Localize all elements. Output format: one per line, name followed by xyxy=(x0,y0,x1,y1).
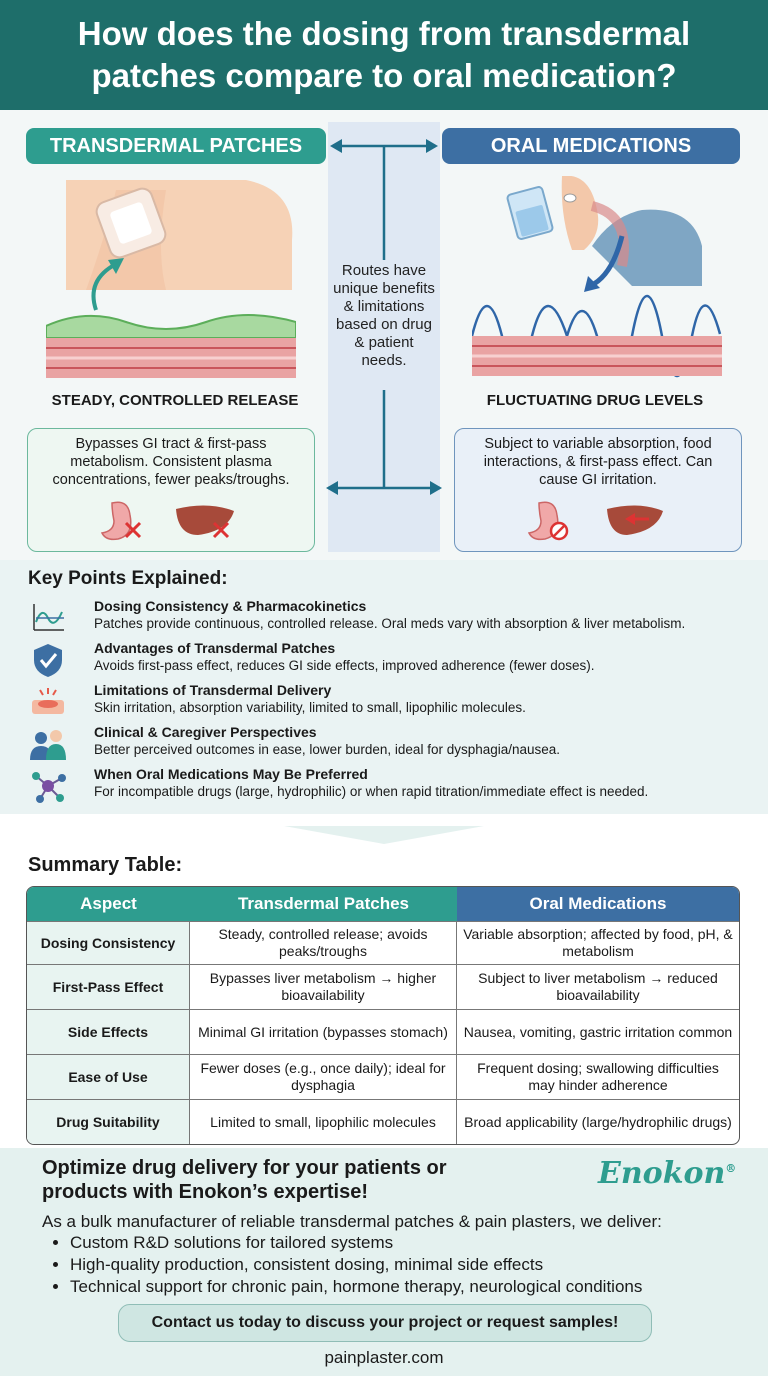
key-point-desc: Patches provide continuous, controlled release. Oral meds vary with absorption & liver metabolism. xyxy=(94,616,686,631)
table-cell-aspect: Drug Suitability xyxy=(27,1099,190,1144)
key-point-title: Advantages of Transdermal Patches xyxy=(94,640,336,656)
oral-drawbacks-text: Subject to variable absorption, food interactions, & first-pass effect. Can cause GI irritation. xyxy=(483,436,713,488)
clinician-icon xyxy=(28,726,68,762)
key-point-oral-preferred xyxy=(0,766,768,806)
table-header: Aspect xyxy=(27,887,190,921)
table-cell-oral: Subject to liver metabolism → reduced bioavailability xyxy=(457,964,739,1009)
table-cell-oral: Variable absorption; affected by food, pH, & metabolism xyxy=(457,921,739,964)
key-point-desc: Avoids first-pass effect, reduces GI side effects, improved adherence (fewer doses). xyxy=(94,658,595,673)
list-item: • Technical support for chronic pain, hormone therapy, neurological conditions xyxy=(70,1276,642,1298)
skin-irritation-icon xyxy=(28,684,68,720)
key-point-limitations xyxy=(0,682,768,722)
table-row xyxy=(27,964,739,1009)
brand-name: Enokon xyxy=(598,1156,726,1191)
oral-drinking-illustration-icon xyxy=(472,176,722,386)
table-cell-oral: Frequent dosing; swallowing difficulties may hinder adherence xyxy=(457,1054,739,1099)
brand-mark: ® xyxy=(725,1162,737,1175)
key-point-dosing xyxy=(0,598,768,638)
transdermal-benefits-text: Bypasses GI tract & first-pass metabolism. Consistent plasma concentrations, fewer peaks/troughs. xyxy=(52,436,290,488)
table-cell-transdermal: Fewer doses (e.g., once daily); ideal for dysphagia xyxy=(190,1054,457,1099)
chevron-down-icon xyxy=(284,826,484,844)
chart-icon xyxy=(28,600,68,636)
table-row xyxy=(27,1009,739,1054)
key-point-desc: For incompatible drugs (large, hydrophilic) or when rapid titration/immediate effect is needed. xyxy=(94,784,649,799)
summary-table xyxy=(26,886,740,1145)
website-link[interactable]: painplaster.com xyxy=(324,1348,444,1367)
key-point-desc: Better perceived outcomes in ease, lower burden, ideal for dysphagia/nausea. xyxy=(94,742,561,757)
shield-check-icon xyxy=(28,642,68,678)
stomach-liver-warning-icon xyxy=(455,495,741,545)
steady-release-caption: STEADY, CONTROLLED RELEASE xyxy=(51,392,299,409)
key-point-clinical xyxy=(0,724,768,764)
oral-drawbacks-box xyxy=(454,428,742,552)
table-cell-aspect: First-Pass Effect xyxy=(27,964,190,1009)
table-cell-transdermal: Minimal GI irritation (bypasses stomach) xyxy=(190,1009,457,1054)
table-row xyxy=(27,1099,739,1144)
fluctuating-levels-caption: FLUCTUATING DRUG LEVELS xyxy=(486,392,704,409)
table-header: Oral Medications xyxy=(457,887,739,921)
patch-skin-illustration-icon xyxy=(46,180,296,386)
key-point-title: Limitations of Transdermal Delivery xyxy=(94,682,332,698)
key-points-title: Key Points Explained: xyxy=(28,568,228,589)
transdermal-benefits-box xyxy=(27,428,315,552)
brand-logo xyxy=(598,1156,736,1191)
key-point-advantages xyxy=(0,640,768,680)
cta-headline: Optimize drug delivery for your patients or products with Enokon’s expertise! xyxy=(42,1157,447,1203)
summary-title: Summary Table: xyxy=(28,854,183,876)
key-points-section xyxy=(0,560,768,814)
transdermal-label: TRANSDERMAL PATCHES xyxy=(26,128,326,164)
list-item: • High-quality production, consistent dosing, minimal side effects xyxy=(70,1254,642,1276)
table-cell-aspect: Dosing Consistency xyxy=(27,921,190,964)
cta-intro: As a bulk manufacturer of reliable transdermal patches & pain plasters, we deliver: xyxy=(42,1212,662,1231)
table-row xyxy=(27,921,739,964)
oral-label: ORAL MEDICATIONS xyxy=(442,128,740,164)
comparison-section xyxy=(0,110,768,560)
page-title: How does the dosing from transdermal patches compare to oral medication? xyxy=(77,15,691,94)
table-cell-oral: Broad applicability (large/hydrophilic drugs) xyxy=(457,1099,739,1144)
table-cell-transdermal: Steady, controlled release; avoids peaks/troughs xyxy=(190,921,457,964)
table-row xyxy=(27,1054,739,1099)
header-banner xyxy=(0,0,768,110)
key-point-title: Clinical & Caregiver Perspectives xyxy=(94,724,317,740)
contact-button[interactable]: Contact us today to discuss your project or request samples! xyxy=(118,1304,652,1342)
key-point-title: Dosing Consistency & Pharmacokinetics xyxy=(94,598,367,614)
table-cell-transdermal: Bypasses liver metabolism → higher bioavailability xyxy=(190,964,457,1009)
table-header: Transdermal Patches xyxy=(190,887,457,921)
key-point-title: When Oral Medications May Be Preferred xyxy=(94,766,368,782)
cta-bullet-list xyxy=(42,1232,642,1298)
key-point-desc: Skin irritation, absorption variability, limited to small, lipophilic molecules. xyxy=(94,700,526,715)
table-cell-oral: Nausea, vomiting, gastric irritation common xyxy=(457,1009,739,1054)
stomach-liver-crossed-icon xyxy=(28,495,314,545)
table-cell-aspect: Side Effects xyxy=(27,1009,190,1054)
table-cell-transdermal: Limited to small, lipophilic molecules xyxy=(190,1099,457,1144)
center-note: Routes have unique benefits & limitations based on drug & patient needs. xyxy=(333,262,435,369)
molecule-icon xyxy=(28,768,68,804)
list-item: • Custom R&D solutions for tailored systems xyxy=(70,1232,642,1254)
table-cell-aspect: Ease of Use xyxy=(27,1054,190,1099)
